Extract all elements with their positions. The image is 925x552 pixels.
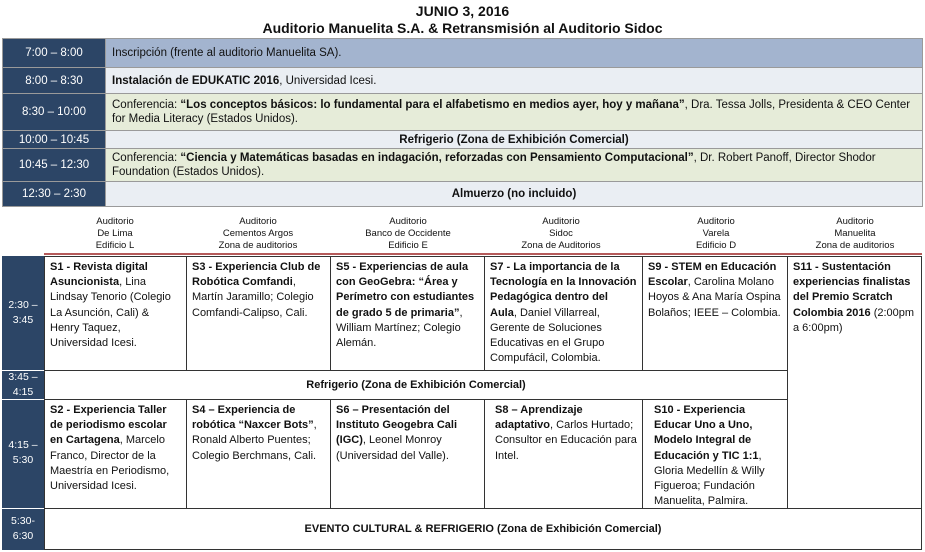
agenda-prefix: Conferencia: (112, 152, 181, 164)
agenda-bold: Instalación de EDUKATIC 2016 (112, 74, 280, 87)
agenda-time: 8:00 – 8:30 (3, 68, 106, 94)
agenda-rest: , Dr. Robert Panoff, Director Shodor Foundation (Estados Unidos). (112, 152, 876, 178)
auditorium-header (190, 216, 326, 252)
time-start: 3:45 – (8, 371, 38, 383)
auditorium-header-line: Zona de Auditorios (521, 240, 601, 251)
session-title: S4 – Experiencia de robótica “Naxcer Bots” (192, 404, 314, 432)
time-end: 3:45 (12, 314, 34, 326)
auditorium-header (47, 216, 183, 252)
time-label (2, 514, 44, 544)
agenda-text: Refrigerio (Zona de Exhibición Comercial) (106, 131, 923, 149)
auditorium-header-line: Auditorio (389, 216, 427, 227)
session-detail: , Leonel Monroy (Universidad del Valle). (336, 434, 449, 462)
agenda-row (3, 68, 923, 94)
session-title: S7 - La importancia de la Tecnología en la Innovación Pedagógica dentro del Aula (490, 261, 637, 319)
session-title: S1 - Revista digital Asuncionista (50, 261, 148, 289)
auditorium-header (648, 216, 784, 252)
session-title: S3 - Experiencia Club de Robótica Comfandi (192, 261, 321, 289)
auditorium-header (788, 216, 922, 252)
session-detail: , Marcelo Franco, Director de la Maestría en Periodismo, Universidad Icesi. (50, 434, 170, 493)
agenda-time: 10:00 – 10:45 (3, 131, 106, 149)
session-detail: , Lina Lindsay Tenorio (Colegio La Asunción, Cali) & Henry Taquez, Universidad Icesi. (50, 276, 171, 350)
page-venue-title: Auditorio Manuelita S.A. & Retransmisión al Auditorio Sidoc (262, 20, 663, 36)
page-date: JUNIO 3, 2016 (415, 3, 510, 19)
session-detail: , Gloria Medellín & Willy Figueroa; Fundación Manuelita, Palmira. (654, 449, 765, 508)
agenda-text (106, 68, 923, 94)
agenda-prefix: Conferencia: (112, 99, 181, 111)
agenda-text: Inscripción (frente al auditorio Manuelita SA). (106, 39, 923, 68)
agenda-row (3, 94, 923, 131)
agenda-bold: “Los conceptos básicos: lo fundamental para el alfabetismo en medios ayer, hoy y mañana” (180, 99, 685, 111)
time-end: 6:30 (12, 530, 34, 542)
time-end: 5:30 (12, 454, 34, 466)
auditorium-header-line: Sidoc (549, 228, 573, 239)
agenda-time: 12:30 – 2:30 (3, 182, 106, 207)
morning-agenda-table (2, 38, 923, 207)
auditorium-header-line: Auditorio (836, 216, 874, 227)
auditorium-header-line: Edificio L (95, 240, 135, 251)
session-s2 (44, 399, 187, 509)
header-divider (44, 253, 922, 255)
session-detail: , Carlos Hurtado; Consultor en Educación para Intel. (495, 419, 637, 462)
session-title: S9 - STEM en Educación Escolar (648, 261, 777, 289)
session-title: S5 - Experiencias de aula con GeoGebra: “Área y Perímetro con estudiantes de grado 5 de primaria” (336, 261, 475, 319)
agenda-time: 10:45 – 12:30 (3, 149, 106, 182)
session-title: S2 - Experiencia Taller de periodismo escolar en Cartagena (50, 404, 167, 447)
time-separator (2, 508, 44, 509)
agenda-bold: “Ciencia y Matemáticas basadas en indagación, reforzadas con Pensamiento Computacional” (180, 152, 694, 164)
time-end: 4:15 (12, 386, 34, 398)
auditorium-header-line: Zona de auditorios (218, 240, 298, 251)
session-s8 (484, 399, 643, 509)
agenda-text (106, 149, 923, 182)
auditorium-header-line: Auditorio (542, 216, 580, 227)
session-s11 (787, 256, 922, 509)
time-label (2, 370, 44, 400)
time-start: 4:15 – (8, 439, 38, 451)
session-s4 (186, 399, 331, 509)
session-s6 (330, 399, 485, 509)
session-detail: , Ronald Alberto Puentes; Colegio Berchmans, Cali. (192, 419, 317, 462)
auditorium-header-line: De Lima (97, 228, 133, 239)
auditorium-header-line: Manuelita (834, 228, 876, 239)
session-detail: , Carolina Molano Hoyos & Ana María Ospina Bolaños; IEEE – Colombia. (648, 276, 781, 319)
session-title: S10 - Experiencia Educar Uno a Uno, Modelo Integral de Educación y TIC 1:1 (654, 404, 759, 462)
agenda-rest: , Dra. Tessa Jolls, Presidenta & CEO Center for Media Literacy (Estados Unidos). (112, 99, 911, 125)
auditorium-header-line: Varela (702, 228, 730, 239)
auditorium-header (340, 216, 476, 252)
auditorium-header-line: Edificio E (388, 240, 428, 251)
session-detail: , Daniel Villarreal, Gerente de Soluciones Educativas en el Grupo Compufácil, Colombia. (490, 306, 605, 365)
session-detail: , Martín Jaramillo; Colegio Comfandi-Calipso, Cali. (192, 276, 314, 319)
agenda-rest: , Universidad Icesi. (279, 74, 377, 87)
session-s3 (186, 256, 331, 371)
agenda-row (3, 131, 923, 149)
agenda-row (3, 182, 923, 207)
auditorium-header-line: Auditorio (96, 216, 134, 227)
auditorium-header (493, 216, 629, 252)
break-row: Refrigerio (Zona de Exhibición Comercial) (44, 370, 788, 400)
session-s10 (642, 399, 788, 509)
session-detail: (2:00pm a 6:00pm) (793, 306, 915, 334)
time-start: 5:30- (11, 515, 35, 527)
time-separator (2, 370, 44, 371)
time-label (2, 438, 44, 468)
session-s1 (44, 256, 187, 371)
session-title: S8 – Aprendizaje adaptativo (495, 404, 583, 432)
auditorium-header-line: Banco de Occidente (365, 228, 451, 239)
agenda-time: 7:00 – 8:00 (3, 39, 106, 68)
session-s5 (330, 256, 485, 371)
session-title: S11 - Sustentación experiencias finalistas del Premio Scratch Colombia 2016 (793, 261, 911, 319)
afternoon-time-column (2, 256, 44, 550)
auditorium-header-line: Edificio D (695, 240, 737, 251)
auditorium-header-line: Auditorio (239, 216, 277, 227)
agenda-row (3, 39, 923, 68)
session-detail: , William Martínez; Colegio Alemán. (336, 306, 463, 350)
agenda-row (3, 149, 923, 182)
session-title: S6 – Presentación del Instituto Geogebra Cali (IGC) (336, 404, 458, 447)
agenda-time: 8:30 – 10:00 (3, 94, 106, 131)
auditorium-header-line: Auditorio (697, 216, 735, 227)
agenda-text: Almuerzo (no incluido) (106, 182, 923, 207)
time-separator (2, 399, 44, 400)
closing-row: EVENTO CULTURAL & REFRIGERIO (Zona de Exhibición Comercial) (44, 508, 922, 550)
auditorium-header-line: Zona de auditorios (815, 240, 895, 251)
agenda-text (106, 94, 923, 131)
time-start: 2:30 – (8, 299, 38, 311)
session-s7 (484, 256, 643, 371)
auditorium-header-line: Cementos Argos (222, 228, 294, 239)
session-s9 (642, 256, 788, 371)
time-label (2, 298, 44, 328)
